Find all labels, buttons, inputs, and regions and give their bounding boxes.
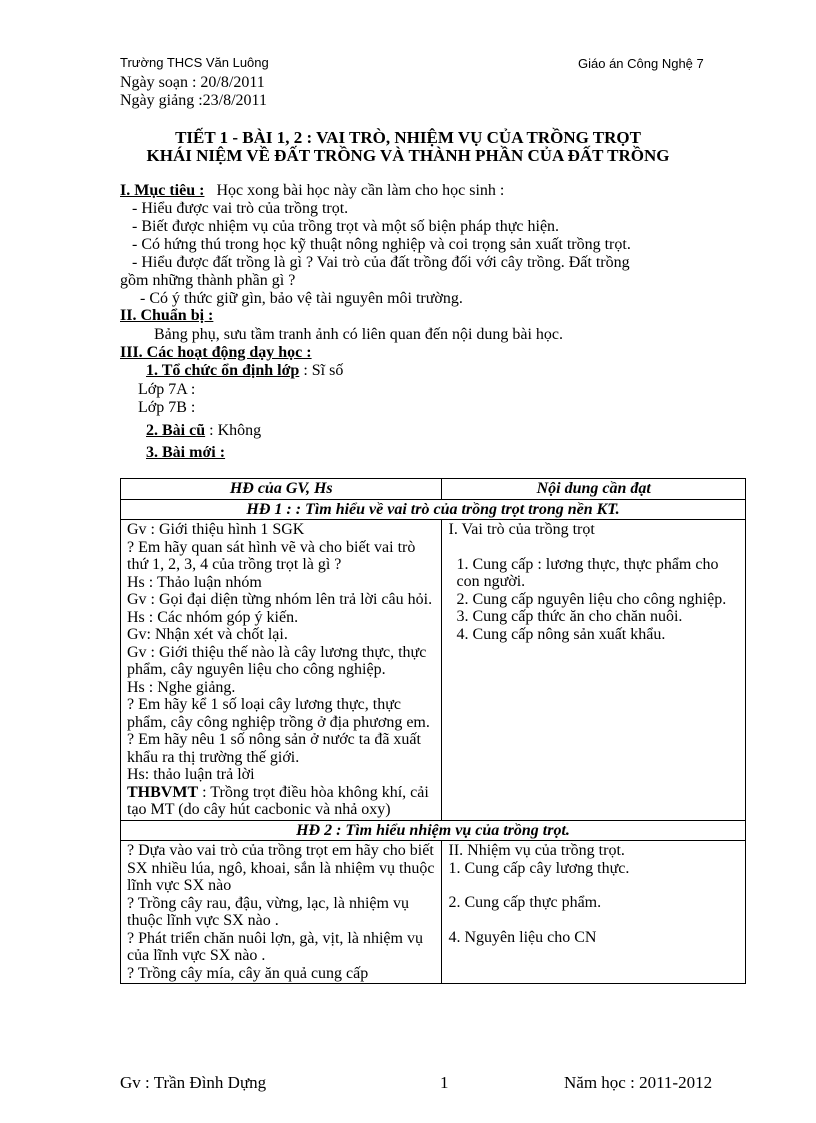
lesson-title-line1: TIẾT 1 - BÀI 1, 2 : VAI TRÒ, NHIỆM VỤ CỦA TRỒNG TRỌT	[175, 128, 641, 147]
school-name: Trường THCS Văn Luông	[120, 55, 269, 70]
content-line: 2. Cung cấp nguyên liệu cho công nghiệp.	[456, 590, 727, 608]
content-line: 1. Cung cấp : lương thực, thực phẩm cho con người.	[456, 555, 719, 590]
step1-line	[146, 361, 343, 380]
header-col-teacher: HĐ của GV, Hs	[121, 479, 442, 500]
activity-line: Gv : Gọi đại diện từng nhóm lên trả lời câu hỏi.	[127, 591, 433, 608]
content-line: 3. Cung cấp thức ăn cho chăn nuôi.	[456, 608, 683, 625]
section1-content-row	[121, 520, 746, 821]
spacer	[448, 877, 739, 894]
step2-suffix: : Không	[209, 422, 262, 439]
section1-title-row	[121, 499, 746, 520]
activity-line: Hs: thảo luận trả lời	[127, 766, 255, 783]
objective-item: - Hiểu được vai trò của trồng trọt.	[132, 200, 349, 217]
activity-line: Hs : Thảo luận nhóm	[127, 573, 262, 591]
table-header-row	[121, 479, 746, 500]
content-line: 4. Nguyên liệu cho CN	[448, 928, 597, 946]
activity-line: ? Em hãy kể 1 số loại cây lương thực, thực phẩm, cây công nghiệp trồng ở địa phương em.	[127, 696, 430, 731]
preparation-text: Bảng phụ, sưu tầm tranh ảnh có liên quan đến nội dung bài học.	[154, 326, 564, 343]
step2-heading: 2. Bài cũ	[146, 422, 206, 439]
activity-line: ? Phát triển chăn nuôi lợn, gà, vịt, là nhiệm vụ của lĩnh vực SX nào .	[127, 929, 423, 964]
objective-item: - Hiểu được đất trồng là gì ? Vai trò của đất trồng đối với cây trồng. Đất trồng	[132, 254, 630, 271]
activity-line: ? Em hãy nêu 1 số nông sản ở nước ta đã xuất khẩu ra thị trường thế giới.	[127, 731, 421, 766]
thbvmt-note	[127, 784, 435, 819]
activity-line: ? Dựa vào vai trò của trồng trọt em hãy cho biết SX nhiều lúa, ngô, khoai, sắn là nhiệm vụ thuộc lĩnh vực SX nào	[127, 842, 435, 894]
activity-line: ? Em hãy quan sát hình vẽ và cho biết vai trò thứ 1, 2, 3, 4 của trồng trọt là gì ?	[127, 538, 416, 573]
thbvmt-label: THBVMT	[127, 783, 199, 801]
spacer	[448, 539, 739, 556]
footer-page-number: 1	[440, 1073, 449, 1092]
activity-line: ? Trồng cây rau, đậu, vừng, lạc, là nhiệm vụ thuộc lĩnh vực SX nào .	[127, 894, 409, 929]
objective-item: - Có ý thức giữ gìn, bảo vệ tài nguyên môi trường.	[140, 290, 463, 307]
objectives-heading: I. Mục tiêu :	[120, 182, 205, 199]
footer-school-year: Năm học : 2011-2012	[564, 1073, 713, 1092]
date-prepared: Ngày soạn : 20/8/2011	[120, 74, 265, 91]
activity-line: Gv : Giới thiệu thế nào là cây lương thực, thực phẩm, cây nguyên liệu cho công nghiệp.	[127, 643, 427, 678]
activity-line: ? Trồng cây mía, cây ăn quả cung cấp	[127, 964, 369, 982]
section2-title-row	[121, 820, 746, 841]
objective-item: - Có hứng thú trong học kỹ thuật nông nghiệp và coi trọng sản xuất trồng trọt.	[132, 236, 631, 253]
content-line: 4. Cung cấp nông sản xuất khẩu.	[456, 625, 666, 643]
content-line: I. Vai trò của trồng trọt	[448, 521, 595, 538]
objectives-intro: Học xong bài học này cần làm cho học sinh :	[216, 182, 505, 199]
activities-heading: III. Các hoạt động dạy học :	[120, 344, 312, 361]
lesson-title-line2: KHÁI NIỆM VỀ ĐẤT TRỒNG VÀ THÀNH PHẦN CỦA ĐẤT TRỒNG	[146, 146, 670, 165]
activity-line: Gv : Giới thiệu hình 1 SGK	[127, 521, 305, 538]
objective-item: gồm những thành phần gì ?	[120, 272, 296, 289]
activity-line: Hs : Nghe giảng.	[127, 678, 236, 696]
section2-content	[442, 841, 746, 984]
spacer	[448, 912, 739, 929]
section1-title: HĐ 1 : : Tìm hiểu về vai trò của trồng trọt trong nền KT.	[121, 499, 746, 520]
section2-activities	[121, 841, 442, 984]
class-7b: Lớp 7B :	[138, 399, 196, 416]
preparation-heading: II. Chuẩn bị :	[120, 307, 214, 324]
subject-name: Giáo án Công Nghệ 7	[578, 56, 704, 71]
class-7a: Lớp 7A :	[138, 381, 196, 398]
section2-title: HĐ 2 : Tìm hiểu nhiệm vụ của trồng trọt.	[121, 820, 746, 841]
activity-line: Hs : Các nhóm góp ý kiến.	[127, 608, 299, 626]
step2-line	[146, 421, 261, 440]
content-line: II. Nhiệm vụ của trồng trọt.	[448, 842, 625, 859]
thbvmt-text: : Trồng trọt điều hòa không khí, cải tạo MT (do cây hút cacbonic và nhả oxy)	[127, 783, 429, 818]
content-line: 1. Cung cấp cây lương thực.	[448, 859, 630, 877]
objective-item: - Biết được nhiệm vụ của trồng trọt và một số biện pháp thực hiện.	[132, 218, 560, 235]
section2-content-row	[121, 841, 746, 984]
content-line: 2. Cung cấp thực phẩm.	[448, 894, 602, 911]
lesson-table	[120, 478, 746, 984]
section1-content	[442, 520, 746, 821]
section1-activities	[121, 520, 442, 821]
step3-heading: 3. Bài mới :	[146, 444, 226, 461]
step1-suffix: : Sĩ số	[303, 362, 344, 379]
footer-teacher: Gv : Trần Đình Dựng	[120, 1073, 267, 1092]
objectives-heading-line	[120, 181, 504, 200]
step1-heading: 1. Tổ chức ổn định lớp	[146, 362, 300, 379]
header-col-content: Nội dung cần đạt	[442, 479, 746, 500]
date-taught: Ngày giảng :23/8/2011	[120, 92, 267, 109]
activity-line: Gv: Nhận xét và chốt lại.	[127, 626, 288, 643]
